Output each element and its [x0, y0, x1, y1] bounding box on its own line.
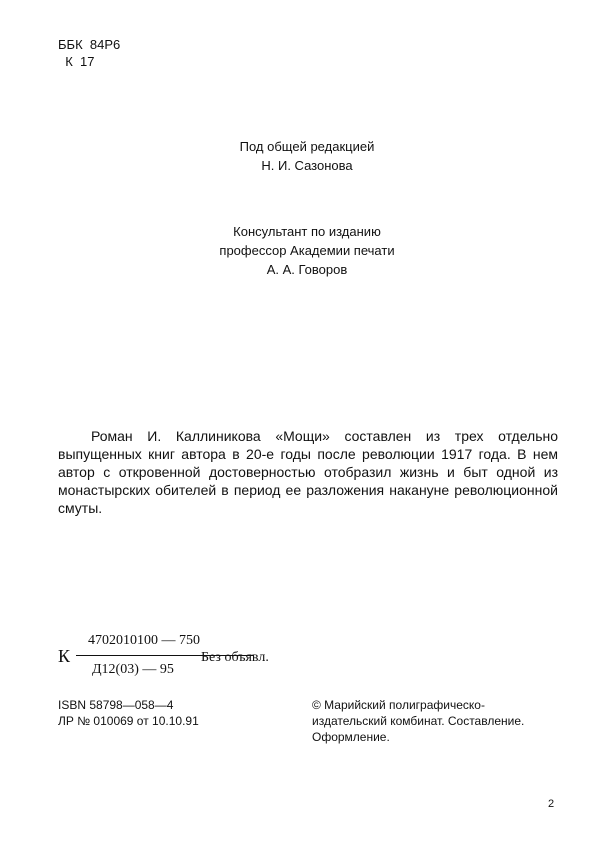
consultant-block — [0, 222, 600, 279]
license-number: ЛР № 010069 от 10.10.91 — [58, 714, 199, 728]
isbn-block — [58, 697, 199, 729]
formula-letter: К — [58, 646, 71, 666]
consultant-label: Консультант по изданию — [233, 224, 381, 239]
formula-numerator: 4702010100 — 750 — [88, 633, 200, 648]
consultant-name: А. А. Говоров — [266, 262, 348, 277]
consultant-title: профессор Академии печати — [219, 243, 395, 258]
formula-denominator: Д12(03) — 95 — [92, 662, 174, 677]
bbk-classification — [58, 36, 120, 70]
author-mark: К 17 — [58, 54, 95, 69]
formula-note: Без объявл. — [201, 650, 269, 665]
editor-label: Под общей редакцией — [239, 139, 375, 154]
editor-block — [0, 137, 600, 175]
bbk-code: ББК 84Р6 — [58, 37, 121, 52]
editor-name: Н. И. Сазонова — [261, 158, 353, 173]
isbn-number: ISBN 58798—058—4 — [58, 698, 174, 712]
abstract-paragraph: Роман И. Каллиникова «Мощи» составлен из трех отдельно выпущенных книг автора в 20-е годы после революции 1917 года. В нем автор с откровенной достоверностью отобразил жизнь и быт одной из монастырских обителей в период ее разложения накануне революционной смуты. — [58, 428, 558, 516]
copyright-notice: © Марийский полиграфическо-издательский комбинат. Составление. Оформление. — [312, 698, 525, 744]
page-number: 2 — [548, 798, 555, 810]
